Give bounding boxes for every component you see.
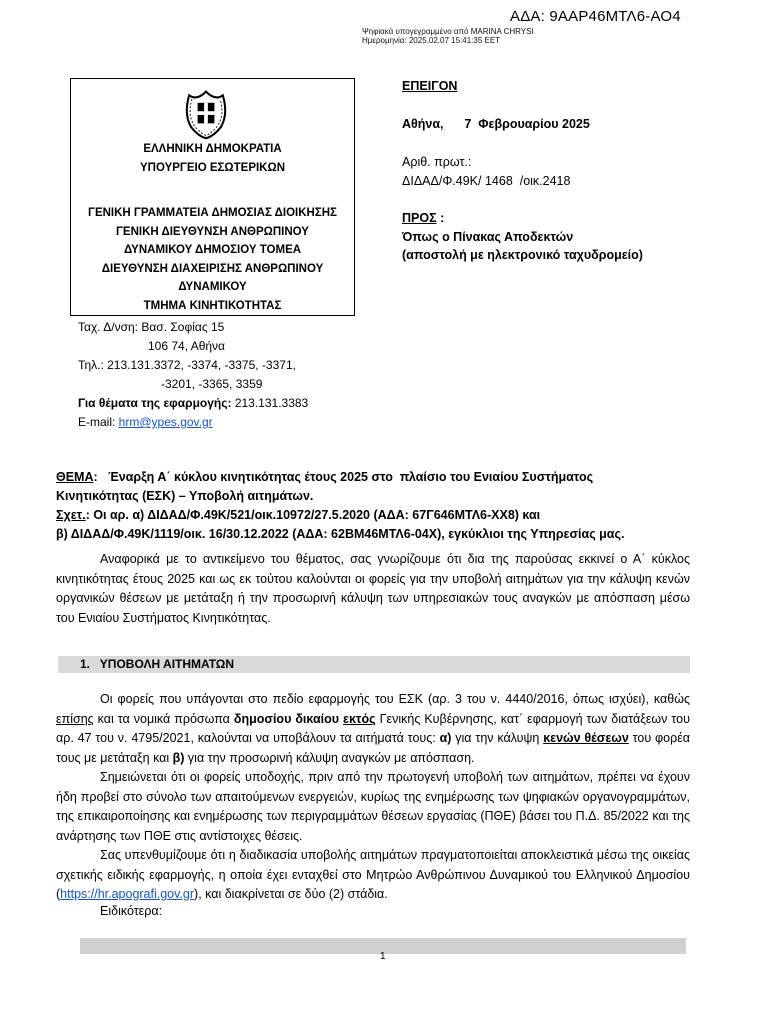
document-date: Αθήνα, 7 Φεβρουαρίου 2025 [402,117,590,131]
ada-code: ΑΔΑ: 9ΑΑΡ46ΜΤΛ6-ΑΟ4 [510,8,681,25]
subject-label: ΘΕΜΑ [56,470,94,484]
recipients-line-1: Όπως ο Πίνακας Αποδεκτών [402,230,574,244]
issuer-dept-3: ΔΥΝΑΜΙΚΟΥ ΔΗΜΟΣΙΟΥ ΤΟΜΕΑ [123,244,302,256]
recipients-colon: : [436,211,445,225]
issuer-dept-2: ΓΕΝΙΚΗ ΔΙΕΥΘΥΝΣΗ ΑΝΘΡΩΠΙΝΟΥ [116,225,309,238]
apografi-link[interactable]: https://hr.apografi.gov.gr [60,887,195,901]
signature-signer: Ψηφιακά υπογεγραμμένο από MARINA CHRYSI [362,27,534,36]
p2-vacant-positions: κενών θέσεων [543,731,629,745]
p2-text-a: Οι φορείς που υπάγονται στο πεδίο εφαρμογής του ΕΣΚ (αρ. 3 του ν. 4440/2016, όπως ισχύει), καθώς [100,692,690,706]
p2-text-c: Γενικής Κυβέρνησης, κατ΄ εφαρμογή των διατάξεων του αρ. 47 του ν. 4795/2021, καλούνται να υποβάλουν τα αιτήματά τους: [56,711,690,745]
subject-block [56,468,690,544]
protocol-label: Αριθ. πρωτ.: [402,155,472,169]
issuer-departments [70,204,355,315]
p2-option-a: α) [439,731,452,745]
paragraph-reminder [56,846,690,905]
issuer-dept-5: ΔΥΝΑΜΙΚΟΥ [178,281,247,293]
app-phone-number: 213.131.3383 [231,396,309,410]
paragraph-intro: Αναφορικά με το αντικείμενο του θέματος, σας γνωρίζουμε ότι δια της παρούσας εκκινεί ο Α΄ κύκλος κινητικότητας έτους 2025 και ως εκ τούτου καλούνται οι φορείς για την υποβολή αιτημάτων για την κάλυψη κενών οργανικών θέσεων με μετάταξη ή την προσωρινή κάλυψη των υπηρεσιακών τους αναγκών με απόσπαση μέσω του Ενιαίου Συστήματος Κινητικότητας. [56,552,690,625]
subject-text: : Έναρξη Α΄ κύκλου κινητικότητας έτους 2025 στο πλαίσιο του Ενιαίου Συστήματος [93,470,594,484]
p2-text-d: για την κάλυψη [451,731,544,745]
p2-public-law: δημοσίου δικαίου [233,711,340,726]
protocol-number: ΔΙΔΑΔ/Φ.49Κ/ 1468 /οικ.2418 [402,174,571,188]
app-phone-line [78,394,368,413]
paragraph-submission [56,690,690,768]
address-phones: Τηλ.: 213.131.3372, -3374, -3375, -3371, [78,358,296,372]
issuer-dept-1: ΓΕΝΙΚΗ ΓΡΑΜΜΑΤΕΙΑ ΔΗΜΟΣΙΑΣ ΔΙΟΙΚΗΣΗΣ [88,207,337,219]
section-title: 1. ΥΠΟΒΟΛΗ ΑΙΤΗΜΑΤΩΝ [80,657,235,671]
p2-text-b: και τα νομικά πρόσωπα [93,711,234,726]
p2-also: επίσης [56,711,94,726]
recipients-line-2: (αποστολή με ηλεκτρονικό ταχυδρομείο) [402,248,643,262]
recipients-label: ΠΡΟΣ [402,211,437,225]
page-number: 1 [380,951,386,962]
p4-text-b: ), και διακρίνεται σε δύο (2) στάδια. [194,887,388,901]
section-heading [58,656,690,673]
subject-line-1 [56,468,690,487]
signature-date: Ημερομηνία: 2025.02.07 15:41:35 EET [362,36,501,45]
greek-emblem-icon [178,86,234,142]
subject-line-2: Κινητικότητας (ΕΣΚ) – Υποβολή αιτημάτων. [56,489,314,503]
related-line-1 [56,506,690,525]
p2-text-f: για την προσωρινή κάλυψη αναγκών με απόσπαση. [184,750,475,765]
email-link[interactable]: hrm@ypes.gov.gr [118,415,213,429]
app-phone-label: Για θέματα της εφαρμογής: [78,396,232,410]
related-line-2: β) ΔΙΔΑΔ/Φ.49Κ/1119/οικ. 16/30.12.2022 (ΑΔΑ: 62ΒΜ46ΜΤΛ6-04Χ), εγκύκλιοι της Υπηρεσίας μας. [56,527,625,541]
paragraph-specifically: Ειδικότερα: [100,904,163,918]
issuer-dept-4: ΔΙΕΥΘΥΝΣΗ ΔΙΑΧΕΙΡΙΣΗΣ ΑΝΘΡΩΠΙΝΟΥ [101,262,324,275]
related-text: : Οι αρ. α) ΔΙΔΑΔ/Φ.49Κ/521/οικ.10972/27.5.2020 (ΑΔΑ: 67Γ646ΜΤΛ6-ΧΧ8) και [85,508,541,522]
address-street: Ταχ. Δ/νση: Βασ. Σοφίας 15 [78,320,225,334]
paragraph-note: Σημειώνεται ότι οι φορείς υποδοχής, πριν από την πρωτογενή υποβολή των αιτημάτων, πρέπει να έχουν ήδη προβεί στο σύνολο των απαιτούμενων ενεργειών, κυρίως της ενημέρωσης των ψηφιακών οργανογραμμάτων, της επικαιροποίησης και ενημέρωσης των περιγραμμάτων θέσεων εργασίας (ΠΘΕ) βάσει του Π.Δ. 85/2022 και της ανάρτησης των ΠΘΕ στις αντίστοιχες θέσεις. [56,770,690,843]
p2-except: εκτός [343,711,376,726]
email-label: E-mail: [78,415,119,429]
p2-text-e: του φορέα τους με μετάταξη και [56,731,690,765]
address-block [78,318,368,432]
recipients-heading [402,211,444,226]
digital-signature [362,27,534,45]
email-line [78,413,368,432]
related-label: Σχετ. [56,508,86,522]
address-city: 106 74, Αθήνα [148,339,225,353]
issuer-republic: ΕΛΛΗΝΙΚΗ ΔΗΜΟΚΡΑΤΙΑ [143,143,282,155]
urgency-label: ΕΠΕΙΓΟΝ [402,79,458,93]
issuer-ministry: ΥΠΟΥΡΓΕΙΟ ΕΣΩΤΕΡΙΚΩΝ [139,161,286,174]
issuer-header [70,140,355,177]
address-phones-cont: -3201, -3365, 3359 [161,377,263,391]
issuer-dept-6: ΤΜΗΜΑ ΚΙΝΗΤΙΚΟΤΗΤΑΣ [143,299,282,312]
p4-text-a: Σας υπενθυμίζουμε ότι η διαδικασία υποβολής αιτημάτων πραγματοποιείται αποκλειστικά μέσω της οικείας σχετικής ειδικής εφαρμογής, η οποία έχει ενταχθεί στο Μητρώο Ανθρώπινου Δυναμικού του Ελληνικού Δημοσίου ( [56,848,690,901]
p2-option-b: β) [172,750,185,765]
